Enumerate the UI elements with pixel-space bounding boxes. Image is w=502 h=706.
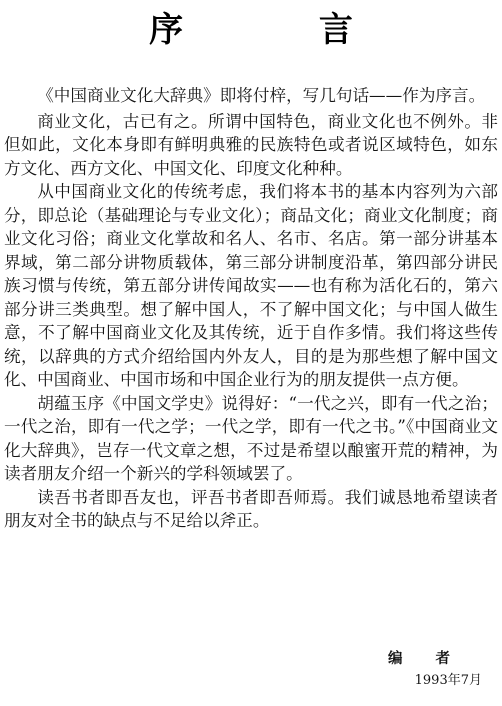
paragraph-book-contents: 从中国商业文化的传统考虑，我们将本书的基本内容列为六部分，即总论（基础理论与专业文化）；商品文化；商业文化制度；商业文化习俗；商业文化掌故和名人、名市、名店。第一部分讲基本界域，第二部分讲物质载体，第三部分讲制度沿革，第四部分讲民族习惯与传统，第五部分讲传闻故实——也有称为活化石的，第六部分讲三类典型。想了解中国人，不了解中国文化；与中国人做生意，不了解中国商业文化及其传统，近于自作多情。我们将这些传统，以辞典的方式介绍给国内外友人，目的是为那些想了解中国文化、中国商业、中国市场和中国企业行为的朋友提供一点方便。 [4,182,498,389]
paragraph-quotation: 胡蕴玉序《中国文学史》说得好：“一代之兴，即有一代之治；一代之治，即有一代之学；一代之学，即有一代之书。”《中国商业文化大辞典》，岂存一代文章之想，不过是希望以酿蜜开荒的精神，为读者朋友介绍一个新兴的学科领域罢了。 [4,393,498,483]
preface-body [4,84,498,533]
paragraph-intro: 《中国商业文化大辞典》即将付梓，写几句话——作为序言。 [37,86,486,105]
page-title: 序 言 [149,10,415,50]
signature-date: 1993年7月 [414,673,482,688]
paragraph-commercial-culture: 商业文化，古已有之。所谓中国特色，商业文化也不例外。非但如此，文化本身即有鲜明典雅的民族特色或者说区域特色，如东方文化、西方文化、中国文化、印度文化种种。 [4,111,498,178]
paragraph-closing: 读吾书者即吾友也，评吾书者即吾师焉。我们诚恳地希望读者朋友对全书的缺点与不足给以斧正。 [4,487,498,530]
signature-block [362,648,482,692]
signature-author: 编 者 [387,650,464,667]
